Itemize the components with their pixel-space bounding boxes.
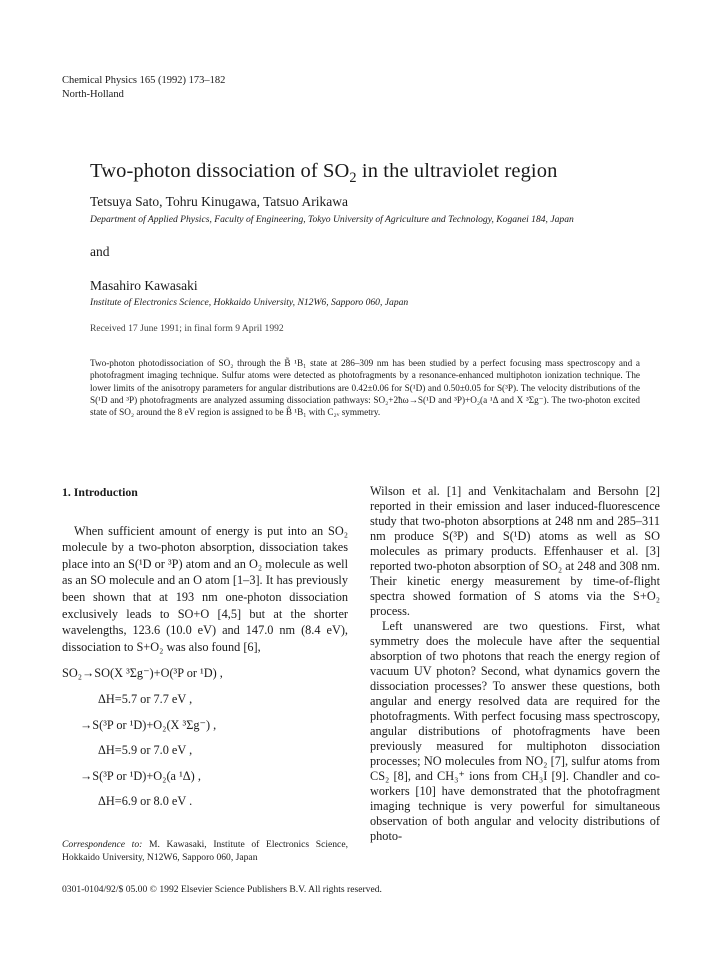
enthalpy-1: ΔH=5.7 or 7.7 eV , [98,691,193,706]
copyright-footer: 0301-0104/92/$ 05.00 © 1992 Elsevier Science Publishers B.V. All rights reserved. [62,884,382,895]
affiliation-2: Institute of Electronics Science, Hokkaido University, N12W6, Sapporo 060, Japan [90,297,409,308]
affiliation-1: Department of Applied Physics, Faculty of Engineering, Tokyo University of Agriculture and Technology, Koganei 184, Japan [90,214,574,225]
intro-paragraph: When sufficient amount of energy is put into an SO₂ molecule by a two-photon absorption, dissociation takes place into an S(¹D or ³P) atom and an O₂ molecule as well as an SO molecule and an O atom [1–3]. It has previously been shown that at 193 nm one-photon dissociation exclusively leads to SO+O [4,5] but at the shorter wavelengths, 123.6 (10.0 eV) and 147.0 nm (8.4 eV), dissociation to S+O₂ was also found [6], [62,523,348,654]
equation-2: →S(³P or ¹D)+O₂(X ³Σg⁻) , [80,717,217,732]
paper-title [90,160,558,187]
received-dates: Received 17 June 1991; in final form 9 April 1992 [90,323,284,334]
enthalpy-3: ΔH=6.9 or 8.0 eV . [98,794,193,809]
right-paragraph-2: Left unanswered are two questions. First, what symmetry does the molecule have after the sequential absorption of two photons that reach the energy region of vacuum UV photon? Second, what dynamics govern the dissociation processes? To answer these questions, both angular and energy resolved data are required for the photofragments. With perfect focusing mass spectroscopy, angular distributions of photofragments have been previously measured for multiphoton dissociation processes; NO molecules from NO₂ [7], sulfur atoms from CS₂ [8], and CH₃⁺ ions from CH₃I [9]. Chandler and co-workers [10] have demonstrated that the photofragment imaging technique is very powerful for simultaneous observation of both angular and velocity distributions of photo- [370,619,660,843]
enthalpy-2: ΔH=5.9 or 7.0 eV , [98,743,193,758]
right-paragraph-1: Wilson et al. [1] and Venkitachalam and Bersohn [2] reported in their emission and laser induced-fluorescence study that two-photon absorptions at 248 nm and 285–311 nm produce S(³P) and S(¹D) atoms as well as SO molecules as primary products. Effenhauser et al. [3] reported two-photon absorption of SO₂ at 248 and 308 nm. Their kinetic energy measurement by time-of-flight spectra showed formation of S atoms via the S+O₂ process. [370,484,660,618]
right-column [370,484,660,844]
publisher-line: North-Holland [62,89,124,100]
journal-citation-line: Chemical Physics 165 (1992) 173–182 [62,75,226,86]
correspondence-note [62,838,348,864]
section-heading: 1. Introduction [62,485,138,499]
correspondence-label: Correspondence to: [62,839,143,850]
equation-3: →S(³P or ¹D)+O₂(a ¹Δ) , [80,768,201,783]
author-list: Tetsuya Sato, Tohru Kinugawa, Tatsuo Arikawa [90,194,348,209]
title-suffix: in the ultraviolet region [356,160,558,182]
left-column [62,484,348,810]
title-prefix: Two-photon dissociation of SO [90,160,350,182]
equation-1: SO₂→SO(X ³Σg⁻)+O(³P or ¹D) , [62,666,223,681]
correspondence-text: M. Kawasaki, Institute of Electronics Science, Hokkaido University, N12W6, Sapporo 060, Japan [62,839,348,863]
journal-citation [62,74,225,102]
title-subscript: 2 [349,170,357,187]
abstract [90,357,640,418]
and-separator: and [90,244,110,259]
author-2: Masahiro Kawasaki [90,278,198,293]
abstract-text: Two-photon photodissociation of SO₂ through the B̃ ¹B₁ state at 286–309 nm has been studied by a perfect focusing mass spectroscopy and a photofragment imaging technique. Sulfur atoms were detected as photofragments by a resonance-enhanced multiphoton ionization technique. The lower limits of the anisotropy parameters for angular distributions are 0.42±0.06 for S(¹D) and 0.50±0.05 for S(³P). The velocity distributions of the S(¹D and ³P) photofragments are analyzed assuming dissociation pathways: SO₂+2ħω→S(¹D and ³P)+O₂(a ¹Δ and X ³Σg⁻). The two-photon excited state of SO₂ around the 8 eV region is assigned to be B̃ ¹B₁ with C₂ᵥ symmetry. [90,358,640,418]
